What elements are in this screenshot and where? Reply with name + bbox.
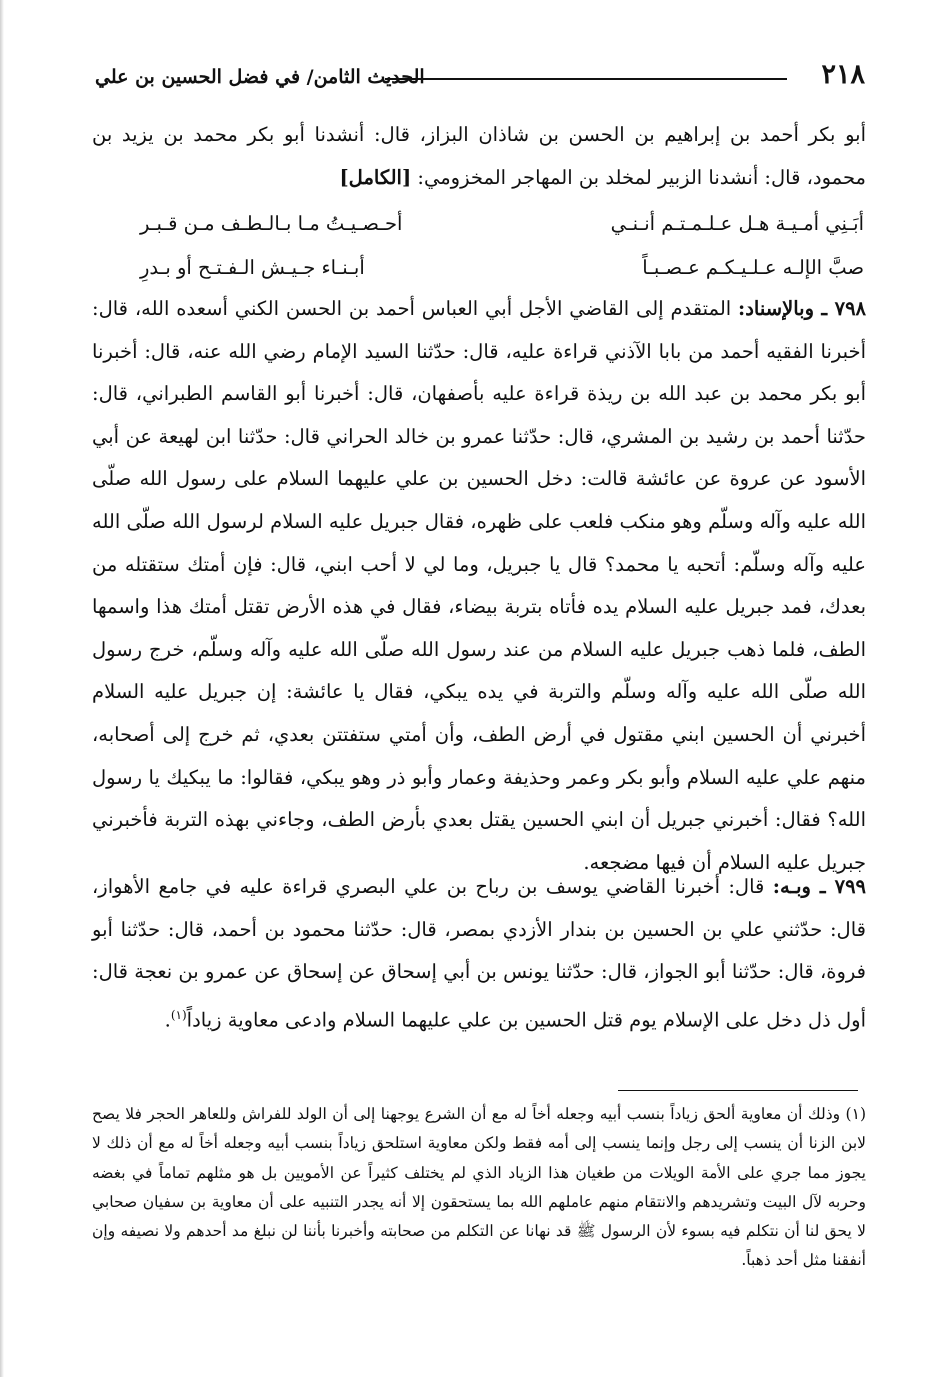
hadith-799-text: قال: أخبرنا القاضي يوسف بن رباح بن علي البصري قراءة عليه في جامع الأهواز، قال: حدّثني علي بن الحسين بن بندار الأزدي بمصر، قال: حدّثنا محمود بن أحمد، قال: حدّثنا أبو فروة، قال: حدّثنا أبو الجواز، قال: حدّثنا يونس بن أبي إسحاق عن إسحاق عن عمرو بن نعجة قال: أول ذل دخل على الإسلام يوم قتل الحسين بن علي عليهما السلام وادعى معاوية زياداً — [92, 875, 866, 1032]
intro-text: أبو بكر أحمد بن إبراهيم بن الحسن بن شاذان البزاز، قال: أنشدنا أبو بكر محمد بن يزيد بن محمود، قال: أنشدنا الزبير لمخلد بن المهاجر المخزومي: — [92, 123, 866, 189]
poem — [92, 202, 866, 290]
verse-second-hemistich: أبـنـاء جـيـش الـفـتـح أو بـدرِ — [140, 256, 365, 279]
hadith-799-number: ٧٩٩ ـ وبـه: — [772, 875, 867, 898]
footnote-marker: (١) — [845, 1105, 866, 1123]
footnote-reference: (١) — [170, 1007, 187, 1022]
page-number: ٢١٨ — [821, 59, 865, 90]
page-gutter-shadow — [0, 0, 4, 1377]
verse-first-hemistich: صبَّ الإلـه عـلـيـكـم عـصـبـاً — [642, 256, 864, 279]
header-rule — [385, 78, 787, 80]
poem-verse — [92, 202, 866, 246]
hadith-798-number: ٧٩٨ ـ وبالإسناد: — [738, 297, 867, 320]
poem-verse — [92, 246, 866, 290]
intro-paragraph — [92, 114, 866, 199]
hadith-799-end: . — [164, 1008, 171, 1032]
footnote-text: وذلك أن معاوية ألحق زياداً بنسب أبيه وجعله أخاً له مع أن الشرع يوجهنا إلى أن الولد للفراش وللعاهر الحجر فلا يصح لابن الزنا أن ينسب إلى رجل وإنما ينسب إلى أمه فقط ولكن معاوية استلحق زياداً بنسب أبيه وجعله أخاً له مع أن ذلك لا يجوز مما جري على الأمة الويلات من طغيان هذا الزياد الذي لم يختلف كثيراً عن الأمويين بل هو مثلهم تماماً في بغضه وحربه لآل البيت وتشريدهم والانتقام منهم عاملهم الله بما يستحقون إلا أنه يجدر التنبيه على أن معاوية بن سفيان صحابي لا يحق لنا أن نتكلم فيه بسوء لأن الرسول ﷺ قد نهانا عن التكلم من صحابته وأخبرنا بأننا لن نبلغ مد أحدهم ولا نصيفه وإن أنفقنا مثل أحد ذهباً. — [92, 1105, 866, 1270]
poem-meter: [الكامل] — [339, 165, 412, 189]
running-header — [95, 60, 865, 96]
hadith-799 — [92, 866, 866, 1042]
footnote — [92, 1100, 866, 1276]
running-title: الحديث الثامن/ في فضل الحسين بن علي — [95, 66, 425, 88]
hadith-798 — [92, 288, 866, 884]
hadith-798-text: المتقدم إلى القاضي الأجل أبي العباس أحمد بن الحسن الكني أسعده الله، قال: أخبرنا الفقيه أحمد من بابا الآذني قراءة عليه، قال: حدّثنا السيد الإمام رضي الله عنه، قال: أخبرنا أبو بكر محمد بن عبد الله بن ريذة قراءة عليه بأصفهان، قال: أخبرنا أبو القاسم الطبراني، قال: حدّثنا أحمد بن رشيد بن المشري، قال: حدّثنا عمرو بن خالد الحراني قال: حدّثنا ابن لهيعة عن أبي الأسود عن عروة عن عائشة قالت: دخل الحسين بن علي عليهما السلام على رسول الله صلّى الله عليه وآله وسلّم وهو منكب فلعب على ظهره، فقال جبريل عليه السلام لرسول الله صلّى الله عليه وآله وسلّم: أتحبه يا محمد؟ قال يا جبريل، وما لي لا أحب ابني، قال: فإن أمتك ستقتله من بعدك، فمد جبريل عليه السلام يده فأتاه بتربة بيضاء، فقال في هذه الأرض تقتل أمتك هذا واسمها الطف، فلما ذهب جبريل عليه السلام من عند رسول الله صلّى الله عليه وآله وسلّم، خرج رسول الله صلّى الله عليه وآله وسلّم والتربة في يده يبكي، فقال يا عائشة: إن جبريل عليه السلام أخبرني أن الحسين ابني مقتول في أرض الطف، وأن أمتي ستفتتن بعدي، ثم خرج إلى أصحابه، منهم علي عليه السلام وأبو بكر وعمر وحذيفة وعمار وأبو ذر وهو يبكي، فقالوا: ما يبكيك يا رسول الله؟ فقال: أخبرني جبريل أن ابني الحسين يقتل بعدي بأرض الطف، وجاءني بهذه التربة فأخبرني جبريل عليه السلام أن فيها مضجعه. — [92, 297, 866, 874]
verse-first-hemistich: أبَـنِي أمـيـة هـل عـلـمـتـم أنـنـي — [610, 212, 864, 235]
verse-second-hemistich: أحـصـيـتُ مـا بـالـطـف مـن قـبـر — [140, 212, 403, 235]
footnote-separator — [618, 1090, 858, 1091]
